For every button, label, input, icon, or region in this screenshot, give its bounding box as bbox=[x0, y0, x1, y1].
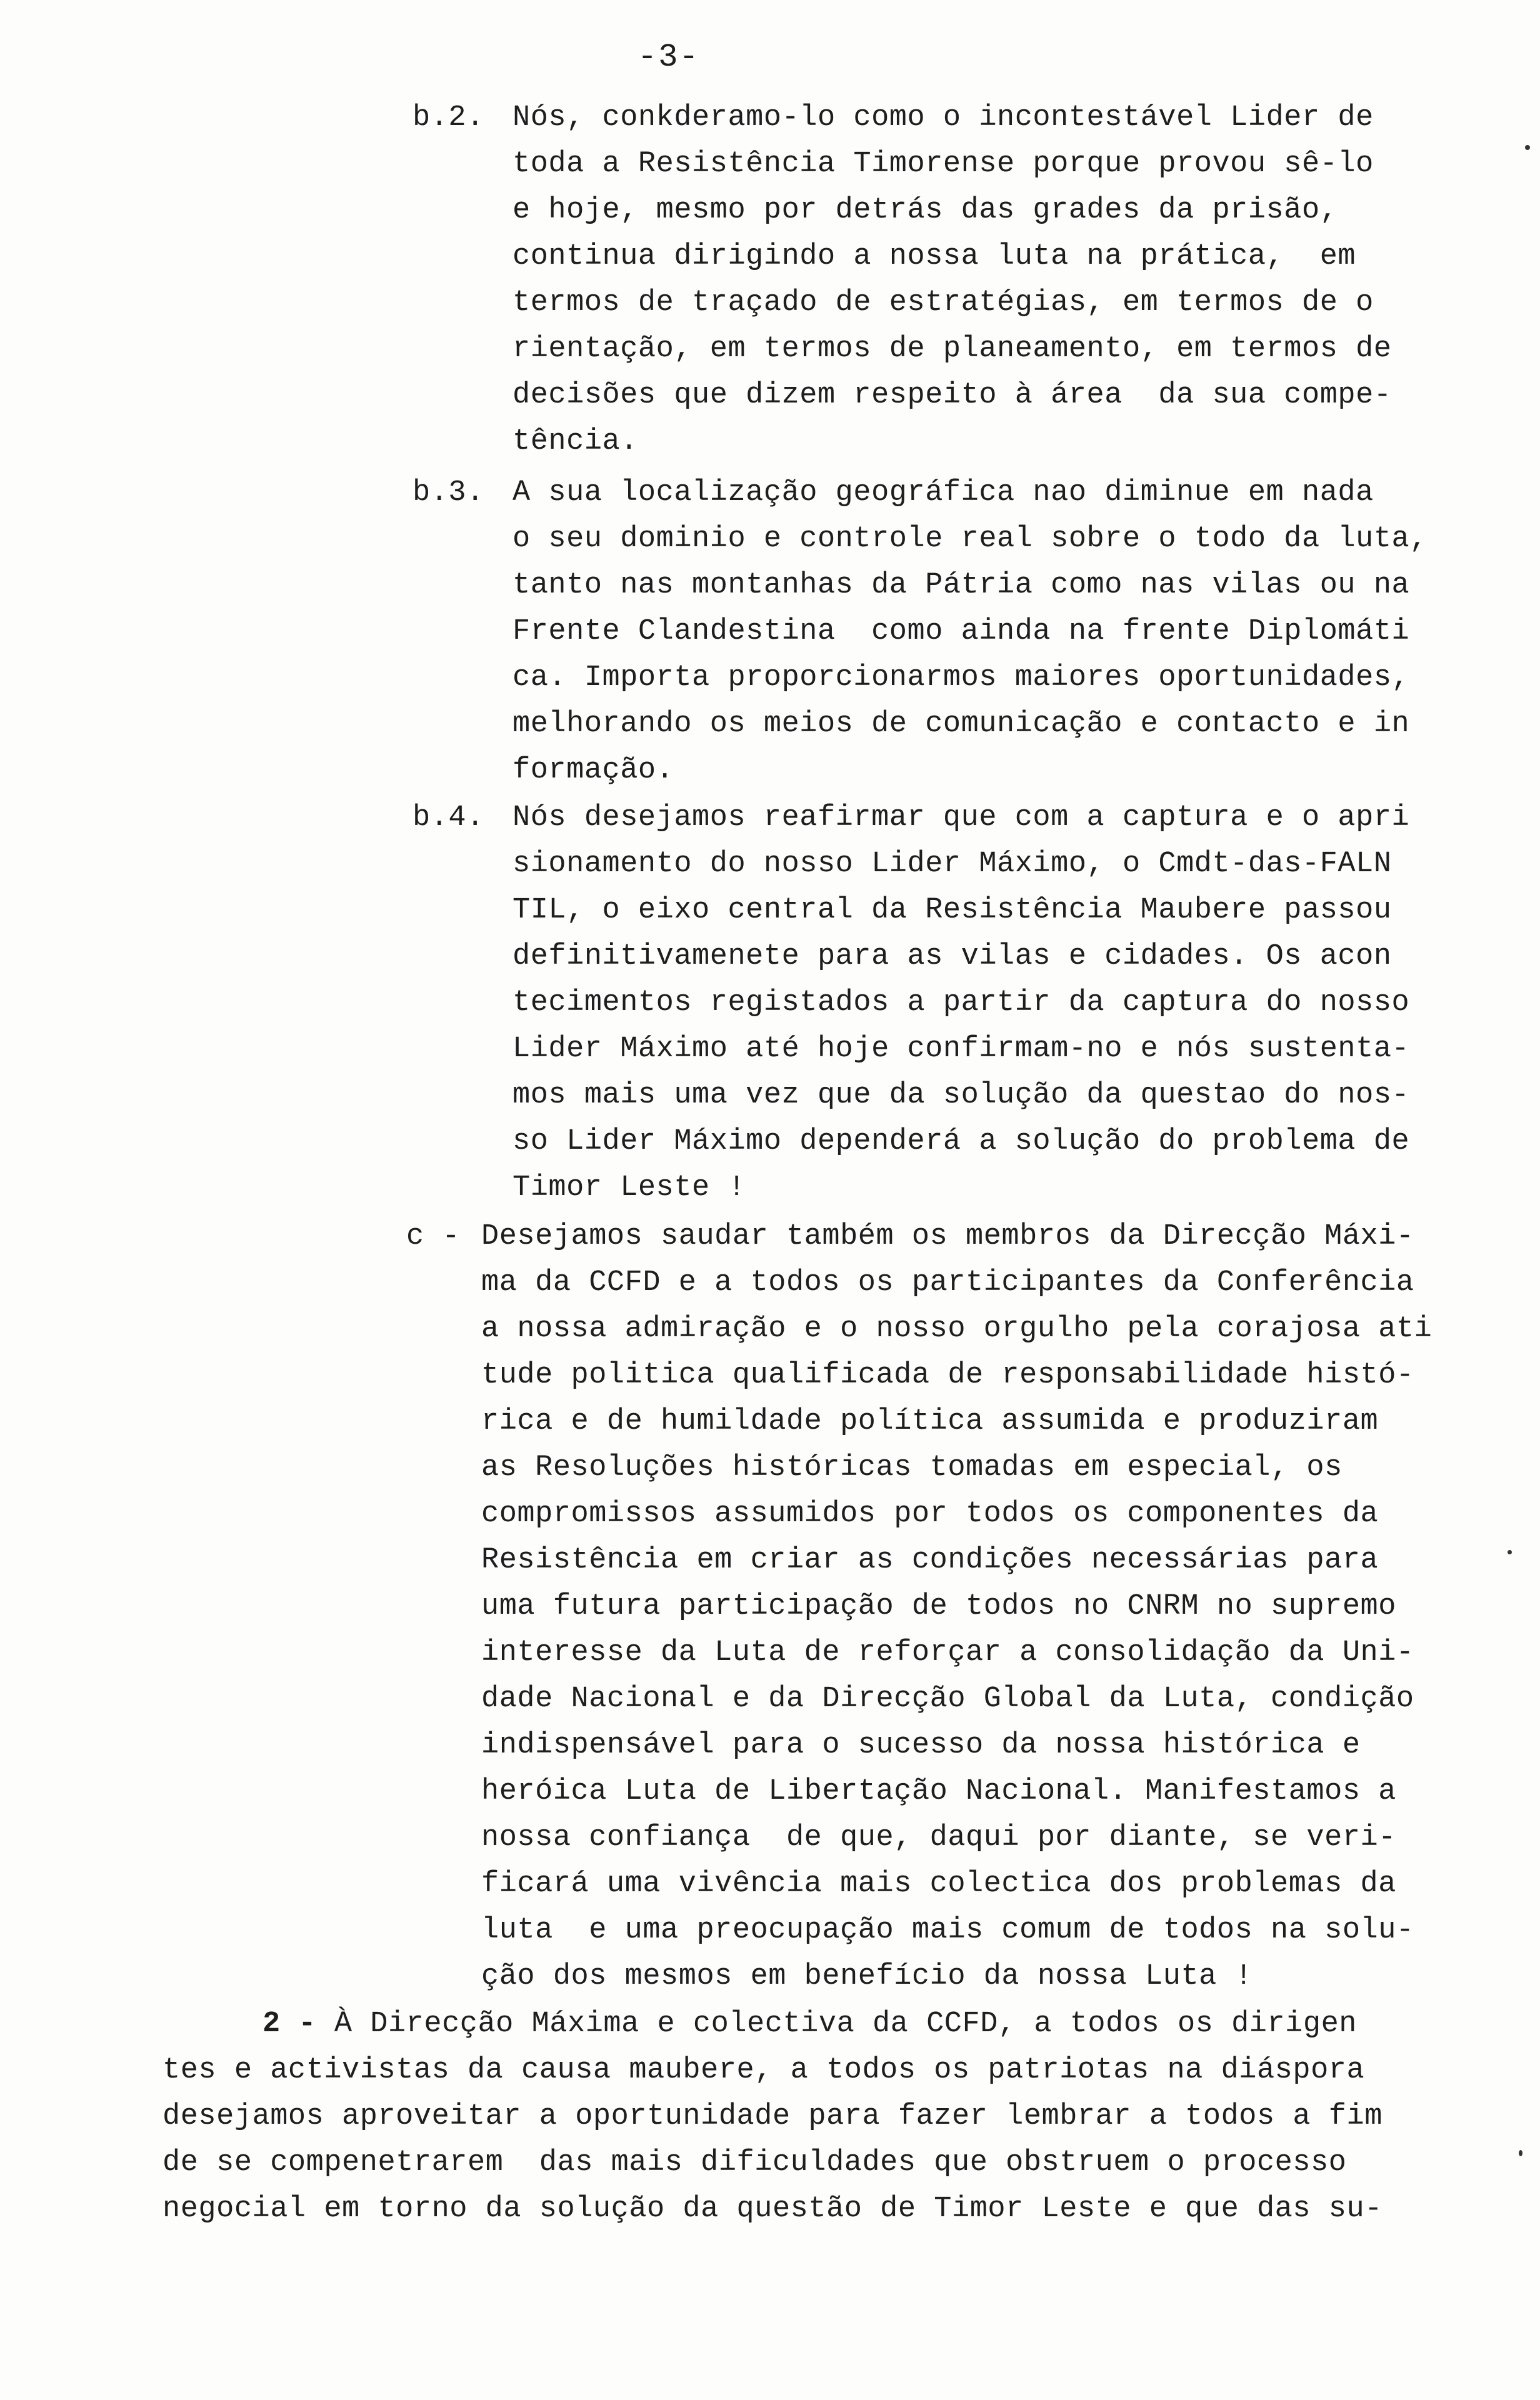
text-line: tecimentos registados a partir da captura do nosso bbox=[512, 986, 1410, 1019]
page-number: -3- bbox=[638, 39, 700, 76]
paragraph-2 bbox=[162, 2001, 1506, 2232]
text-line: continua dirigindo a nossa luta na prática, em bbox=[512, 240, 1356, 273]
scan-speck bbox=[1525, 145, 1530, 150]
text-line: nossa confiança de que, daqui por diante, se veri- bbox=[481, 1821, 1396, 1854]
text-line: tanto nas montanhas da Pátria como nas vilas ou na bbox=[512, 569, 1410, 602]
text-line: sionamento do nosso Lider Máximo, o Cmdt-das-FALN bbox=[512, 848, 1392, 881]
text-line: A sua localização geográfica nao diminue em nada bbox=[512, 476, 1374, 509]
text-line: ção dos mesmos em benefício da nossa Luta ! bbox=[481, 1960, 1253, 1993]
item-label: c - bbox=[406, 1220, 461, 1253]
text-line: ma da CCFD e a todos os participantes da Conferência bbox=[481, 1266, 1414, 1299]
text-line: Desejamos saudar também os membros da Direcção Máxi- bbox=[481, 1220, 1414, 1253]
text-line: uma futura participação de todos no CNRM no supremo bbox=[481, 1590, 1396, 1623]
text-line: rientação, em termos de planeamento, em termos de bbox=[512, 332, 1392, 366]
text-line: so Lider Máximo dependerá a solução do problema de bbox=[512, 1125, 1410, 1158]
text-line: negocial em torno da solução da questão de Timor Leste e que das su- bbox=[162, 2192, 1382, 2226]
text-line: e hoje, mesmo por detrás das grades da prisão, bbox=[512, 194, 1338, 227]
text-line: Nós, conkderamo-lo como o incontestável Lider de bbox=[512, 101, 1374, 134]
scan-speck bbox=[1519, 2150, 1522, 2156]
text-line: o seu dominio e controle real sobre o todo da luta, bbox=[512, 522, 1428, 556]
text-line: Resistência em criar as condições necessárias para bbox=[481, 1544, 1379, 1577]
paragraph-b2 bbox=[412, 95, 1488, 465]
text-line: heróica Luta de Libertação Nacional. Manifestamos a bbox=[481, 1775, 1396, 1808]
paragraph-c bbox=[406, 1214, 1488, 2000]
item-label: b.4. bbox=[412, 801, 484, 834]
text-line: tude politica qualificada de responsabilidade histó- bbox=[481, 1359, 1414, 1392]
text-line: compromissos assumidos por todos os componentes da bbox=[481, 1498, 1379, 1531]
text-line: Frente Clandestina como ainda na frente Diplomáti bbox=[512, 615, 1410, 648]
item-label: b.3. bbox=[412, 476, 484, 509]
text-line: as Resoluções históricas tomadas em especial, os bbox=[481, 1451, 1342, 1484]
text-line: Lider Máximo até hoje confirmam-no e nós sustenta- bbox=[512, 1032, 1410, 1066]
text-line: toda a Resistência Timorense porque provou sê-lo bbox=[512, 148, 1374, 181]
text-line: tência. bbox=[512, 425, 638, 458]
text-line: rica e de humildade política assumida e produziram bbox=[481, 1405, 1379, 1438]
text-line: melhorando os meios de comunicação e contacto e in bbox=[512, 708, 1410, 741]
text-line: TIL, o eixo central da Resistência Maubere passou bbox=[512, 894, 1392, 927]
paragraph-b3 bbox=[412, 470, 1488, 794]
text-line: luta e uma preocupação mais comum de todos na solu- bbox=[481, 1914, 1414, 1947]
text-line: ca. Importa proporcionarmos maiores oportunidades, bbox=[512, 661, 1410, 694]
item-label: b.2. bbox=[412, 101, 484, 134]
text-line: desejamos aproveitar a oportunidade para fazer lembrar a todos a fim bbox=[162, 2100, 1382, 2133]
paragraph-first-line bbox=[162, 2001, 1506, 2048]
text-line: À Direcção Máxima e colectiva da CCFD, a todos os dirigen bbox=[334, 2008, 1358, 2041]
text-line: termos de traçado de estratégias, em termos de o bbox=[512, 286, 1374, 319]
text-line: ficará uma vivência mais colectica dos problemas da bbox=[481, 1868, 1396, 1901]
text-line: decisões que dizem respeito à área da sua compe- bbox=[512, 379, 1392, 412]
text-line: Nós desejamos reafirmar que com a captura e o apri bbox=[512, 801, 1410, 834]
text-line: Timor Leste ! bbox=[512, 1171, 746, 1204]
scan-speck bbox=[1508, 1550, 1512, 1554]
item-label: 2 - bbox=[262, 2008, 317, 2041]
text-line: de se compenetrarem das mais dificuldades que obstruem o processo bbox=[162, 2146, 1347, 2179]
text-line: interesse da Luta de reforçar a consolidação da Uni- bbox=[481, 1636, 1414, 1669]
text-line: definitivamenete para as vilas e cidades. Os acon bbox=[512, 940, 1392, 973]
text-line: formação. bbox=[512, 754, 674, 787]
text-line: tes e activistas da causa maubere, a todos os patriotas na diáspora bbox=[162, 2054, 1365, 2087]
text-line: indispensável para o sucesso da nossa histórica e bbox=[481, 1729, 1361, 1762]
text-line: a nossa admiração e o nosso orgulho pela corajosa ati bbox=[481, 1312, 1432, 1346]
text-line: dade Nacional e da Direcção Global da Luta, condição bbox=[481, 1682, 1414, 1716]
paragraph-b4 bbox=[412, 795, 1488, 1211]
text-line: mos mais uma vez que da solução da questao do nos- bbox=[512, 1079, 1410, 1112]
